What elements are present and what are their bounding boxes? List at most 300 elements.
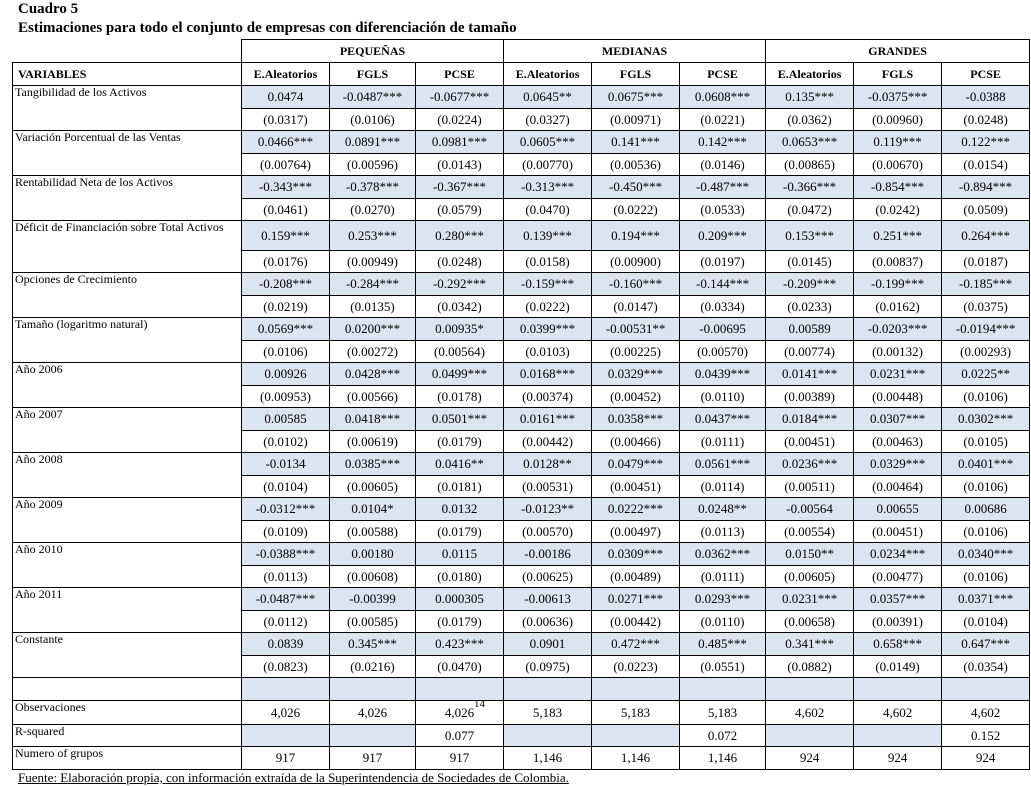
coefficient-cell: 0.0115 xyxy=(416,543,504,566)
std-error-cell: (0.00585) xyxy=(330,611,416,633)
spacer-cell xyxy=(854,678,942,701)
variable-label: Tangibilidad de los Activos xyxy=(13,86,242,131)
stat-label: R-squared xyxy=(13,725,242,747)
std-error-cell: (0.0179) xyxy=(416,611,504,633)
stat-value-cell xyxy=(766,725,854,747)
col-header: PCSE xyxy=(416,63,504,86)
stats-row xyxy=(13,725,1030,747)
stat-value-cell xyxy=(592,725,680,747)
coefficient-cell: 0.0385*** xyxy=(330,453,416,476)
coefficient-cell: -0.367*** xyxy=(416,176,504,199)
coefficient-cell: 0.0231*** xyxy=(854,363,942,386)
std-error-cell: (0.0551) xyxy=(680,656,766,678)
coefficient-cell: 0.0132 xyxy=(416,498,504,521)
col-header: FGLS xyxy=(592,63,680,86)
std-error-cell: (0.00466) xyxy=(592,431,680,453)
col-header: PCSE xyxy=(680,63,766,86)
std-error-cell: (0.0106) xyxy=(242,341,330,363)
coefficient-cell: -0.0487*** xyxy=(330,86,416,109)
coefficient-cell: -0.313*** xyxy=(504,176,592,199)
coefficient-cell: 0.0104* xyxy=(330,498,416,521)
std-error-cell: (0.00452) xyxy=(592,386,680,408)
coefficient-cell: 0.0234*** xyxy=(854,543,942,566)
coefficient-cell: 0.141*** xyxy=(592,131,680,154)
coefficient-cell: 0.00180 xyxy=(330,543,416,566)
std-error-cell: (0.00625) xyxy=(504,566,592,588)
std-error-cell: (0.0823) xyxy=(242,656,330,678)
coefficient-cell: 0.0675*** xyxy=(592,86,680,109)
std-error-cell: (0.00531) xyxy=(504,476,592,498)
col-header: PCSE xyxy=(942,63,1030,86)
stat-value-cell: 5,183 xyxy=(680,701,766,725)
coefficient-cell: -0.00695 xyxy=(680,318,766,341)
coefficient-cell: -0.284*** xyxy=(330,273,416,296)
coefficient-cell: -0.854*** xyxy=(854,176,942,199)
coefficient-cell: 0.0357*** xyxy=(854,588,942,611)
stat-value-cell xyxy=(330,725,416,747)
coefficient-cell: 0.0329*** xyxy=(592,363,680,386)
stat-value-cell: 4,602 xyxy=(854,701,942,725)
col-header: E.Aleatorios xyxy=(242,63,330,86)
std-error-cell: (0.0975) xyxy=(504,656,592,678)
empty-corner xyxy=(13,40,242,63)
stat-value-cell: 917 xyxy=(416,747,504,770)
std-error-cell: (0.0147) xyxy=(592,296,680,318)
std-error-cell: (0.00960) xyxy=(854,109,942,131)
coefficient-cell: 0.0474 xyxy=(242,86,330,109)
coefficient-cell: -0.343*** xyxy=(242,176,330,199)
coefficient-cell: -0.450*** xyxy=(592,176,680,199)
std-error-cell: (0.00619) xyxy=(330,431,416,453)
std-error-cell: (0.00463) xyxy=(854,431,942,453)
coefficient-cell: -0.487*** xyxy=(680,176,766,199)
std-error-cell: (0.0105) xyxy=(942,431,1030,453)
std-error-cell: (0.0472) xyxy=(766,199,854,221)
std-error-cell: (0.00670) xyxy=(854,154,942,176)
std-error-cell: (0.0179) xyxy=(416,521,504,543)
std-error-cell: (0.0104) xyxy=(242,476,330,498)
stat-value-cell: 924 xyxy=(854,747,942,770)
std-error-cell: (0.00953) xyxy=(242,386,330,408)
variable-label: Déficit de Financiación sobre Total Activos xyxy=(13,221,242,273)
std-error-cell: (0.00225) xyxy=(592,341,680,363)
std-error-cell: (0.0113) xyxy=(242,566,330,588)
std-error-cell: (0.0145) xyxy=(766,251,854,273)
coefficient-cell: 0.0981*** xyxy=(416,131,504,154)
stat-value-cell xyxy=(242,725,330,747)
coefficient-cell: 0.658*** xyxy=(854,633,942,656)
variable-label: Año 2011 xyxy=(13,588,242,633)
coefficient-cell: 0.135*** xyxy=(766,86,854,109)
std-error-cell: (0.0106) xyxy=(942,386,1030,408)
variable-label: Rentabilidad Neta de los Activos xyxy=(13,176,242,221)
std-error-cell: (0.00464) xyxy=(854,476,942,498)
coefficient-cell: 0.0222*** xyxy=(592,498,680,521)
coefficient-cell: 0.0248** xyxy=(680,498,766,521)
table-title: Estimaciones para todo el conjunto de empresas con diferenciación de tamaño xyxy=(18,20,517,36)
std-error-cell: (0.00442) xyxy=(504,431,592,453)
std-error-cell: (0.0222) xyxy=(504,296,592,318)
std-error-cell: (0.0110) xyxy=(680,611,766,633)
std-error-cell: (0.0221) xyxy=(680,109,766,131)
stat-value-cell: 1,146 xyxy=(592,747,680,770)
stat-value-cell: 4,026 xyxy=(330,701,416,725)
coefficient-cell: -0.366*** xyxy=(766,176,854,199)
column-header-row xyxy=(13,63,1030,86)
coefficient-cell: 0.0437*** xyxy=(680,408,766,431)
std-error-cell: (0.0114) xyxy=(680,476,766,498)
stats-row xyxy=(13,747,1030,770)
coefficient-cell: 0.0225** xyxy=(942,363,1030,386)
coefficient-cell: 0.0605*** xyxy=(504,131,592,154)
std-error-cell: (0.0149) xyxy=(854,656,942,678)
variable-label: Constante xyxy=(13,633,242,678)
std-error-cell: (0.00900) xyxy=(592,251,680,273)
table-row xyxy=(13,176,1030,199)
std-error-cell: (0.0102) xyxy=(242,431,330,453)
std-error-cell: (0.00374) xyxy=(504,386,592,408)
coefficient-cell: -0.185*** xyxy=(942,273,1030,296)
coefficient-cell: 0.0645** xyxy=(504,86,592,109)
std-error-cell: (0.0354) xyxy=(942,656,1030,678)
table-row xyxy=(13,221,1030,251)
std-error-cell: (0.00448) xyxy=(854,386,942,408)
std-error-cell: (0.00511) xyxy=(766,476,854,498)
coefficient-cell: -0.0487*** xyxy=(242,588,330,611)
coefficient-cell: 0.00589 xyxy=(766,318,854,341)
std-error-cell: (0.00774) xyxy=(766,341,854,363)
variables-header: VARIABLES xyxy=(13,63,242,86)
stat-value-cell: 1,146 xyxy=(504,747,592,770)
std-error-cell: (0.00570) xyxy=(504,521,592,543)
table-row xyxy=(13,273,1030,296)
col-header: E.Aleatorios xyxy=(766,63,854,86)
std-error-cell: (0.00636) xyxy=(504,611,592,633)
spacer-cell xyxy=(504,678,592,701)
coefficient-cell: -0.00186 xyxy=(504,543,592,566)
stat-value-cell: 917 xyxy=(330,747,416,770)
variable-label: Año 2007 xyxy=(13,408,242,453)
source-note: Fuente: Elaboración propia, con información extraída de la Superintendencia de Sociedades de Colombia. xyxy=(18,770,569,785)
std-error-cell: (0.00566) xyxy=(330,386,416,408)
std-error-cell: (0.00554) xyxy=(766,521,854,543)
coefficient-cell: 0.280*** xyxy=(416,221,504,251)
coefficient-cell: -0.378*** xyxy=(330,176,416,199)
variable-label: Variación Porcentual de las Ventas xyxy=(13,131,242,176)
std-error-cell: (0.00770) xyxy=(504,154,592,176)
stat-value-cell: 0.077 xyxy=(416,725,504,747)
coefficient-cell: -0.0388*** xyxy=(242,543,330,566)
coefficient-cell: 0.0161*** xyxy=(504,408,592,431)
coefficient-cell: 0.0362*** xyxy=(680,543,766,566)
std-error-cell: (0.0222) xyxy=(592,199,680,221)
stat-value-cell: 5,183 xyxy=(504,701,592,725)
stat-value-cell: 4,602 xyxy=(766,701,854,725)
std-error-cell: (0.00949) xyxy=(330,251,416,273)
coefficient-cell: -0.00564 xyxy=(766,498,854,521)
group-header-medianas: MEDIANAS xyxy=(504,40,766,63)
std-error-cell: (0.0106) xyxy=(942,566,1030,588)
coefficient-cell: -0.0203*** xyxy=(854,318,942,341)
stat-label: Observaciones xyxy=(13,701,242,725)
coefficient-cell: 0.00926 xyxy=(242,363,330,386)
std-error-cell: (0.0103) xyxy=(504,341,592,363)
coefficient-cell: 0.0479*** xyxy=(592,453,680,476)
coefficient-cell: -0.160*** xyxy=(592,273,680,296)
std-error-cell: (0.0270) xyxy=(330,199,416,221)
std-error-cell: (0.00477) xyxy=(854,566,942,588)
std-error-cell: (0.0112) xyxy=(242,611,330,633)
std-error-cell: (0.0579) xyxy=(416,199,504,221)
std-error-cell: (0.00837) xyxy=(854,251,942,273)
coefficient-cell: 0.0428*** xyxy=(330,363,416,386)
std-error-cell: (0.0176) xyxy=(242,251,330,273)
coefficient-cell: -0.199*** xyxy=(854,273,942,296)
coefficient-cell: 0.0340*** xyxy=(942,543,1030,566)
spacer-cell xyxy=(942,678,1030,701)
std-error-cell: (0.0242) xyxy=(854,199,942,221)
std-error-cell: (0.0470) xyxy=(504,199,592,221)
coefficient-cell: 0.253*** xyxy=(330,221,416,251)
spacer-cell xyxy=(242,678,330,701)
std-error-cell: (0.00971) xyxy=(592,109,680,131)
stat-value-cell: 4,026 xyxy=(242,701,330,725)
table-row xyxy=(13,408,1030,431)
std-error-cell: (0.0111) xyxy=(680,431,766,453)
std-error-cell: (0.00764) xyxy=(242,154,330,176)
std-error-cell: (0.00132) xyxy=(854,341,942,363)
coefficient-cell: -0.209*** xyxy=(766,273,854,296)
coefficient-cell: 0.142*** xyxy=(680,131,766,154)
coefficient-cell: 0.0184*** xyxy=(766,408,854,431)
coefficient-cell: -0.292*** xyxy=(416,273,504,296)
spacer-cell xyxy=(592,678,680,701)
coefficient-cell: 0.0439*** xyxy=(680,363,766,386)
table-row xyxy=(13,588,1030,611)
coefficient-cell: 0.0309*** xyxy=(592,543,680,566)
stat-value-cell: 924 xyxy=(942,747,1030,770)
std-error-cell: (0.0181) xyxy=(416,476,504,498)
variable-label: Año 2009 xyxy=(13,498,242,543)
coefficient-cell: 0.0499*** xyxy=(416,363,504,386)
std-error-cell: (0.00442) xyxy=(592,611,680,633)
stat-value-cell: 0.072 xyxy=(680,725,766,747)
coefficient-cell: -0.0312*** xyxy=(242,498,330,521)
coefficient-cell: 0.194*** xyxy=(592,221,680,251)
std-error-cell: (0.00389) xyxy=(766,386,854,408)
coefficient-cell: 0.0569*** xyxy=(242,318,330,341)
std-error-cell: (0.0219) xyxy=(242,296,330,318)
stat-value-cell: 1,146 xyxy=(680,747,766,770)
col-header: E.Aleatorios xyxy=(504,63,592,86)
std-error-cell: (0.0362) xyxy=(766,109,854,131)
table-row xyxy=(13,363,1030,386)
coefficient-cell: 0.122*** xyxy=(942,131,1030,154)
table-row xyxy=(13,86,1030,109)
std-error-cell: (0.0106) xyxy=(330,109,416,131)
spacer-cell xyxy=(416,678,504,701)
coefficient-cell: 0.345*** xyxy=(330,633,416,656)
coefficient-cell: 0.485*** xyxy=(680,633,766,656)
std-error-cell: (0.00605) xyxy=(766,566,854,588)
std-error-cell: (0.0248) xyxy=(416,251,504,273)
coefficient-cell: 0.00686 xyxy=(942,498,1030,521)
stat-value-cell: 0.152 xyxy=(942,725,1030,747)
std-error-cell: (0.00451) xyxy=(854,521,942,543)
std-error-cell: (0.00293) xyxy=(942,341,1030,363)
coefficient-cell: 0.0561*** xyxy=(680,453,766,476)
coefficient-cell: 0.159*** xyxy=(242,221,330,251)
coefficient-cell: 0.472*** xyxy=(592,633,680,656)
std-error-cell: (0.00570) xyxy=(680,341,766,363)
coefficient-cell: 0.0329*** xyxy=(854,453,942,476)
std-error-cell: (0.0110) xyxy=(680,386,766,408)
std-error-cell: (0.0375) xyxy=(942,296,1030,318)
coefficient-cell: -0.208*** xyxy=(242,273,330,296)
coefficient-cell: 0.264*** xyxy=(942,221,1030,251)
coefficient-cell: -0.159*** xyxy=(504,273,592,296)
coefficient-cell: -0.144*** xyxy=(680,273,766,296)
std-error-cell: (0.0342) xyxy=(416,296,504,318)
std-error-cell: (0.00391) xyxy=(854,611,942,633)
coefficient-cell: 0.0236*** xyxy=(766,453,854,476)
coefficient-cell: 0.0141*** xyxy=(766,363,854,386)
std-error-cell: (0.0106) xyxy=(942,521,1030,543)
coefficient-cell: 0.209*** xyxy=(680,221,766,251)
std-error-cell: (0.0470) xyxy=(416,656,504,678)
coefficient-cell: 0.0418*** xyxy=(330,408,416,431)
coefficient-cell: -0.894*** xyxy=(942,176,1030,199)
spacer-cell xyxy=(330,678,416,701)
coefficient-cell: 0.423*** xyxy=(416,633,504,656)
stat-value-cell: 924 xyxy=(766,747,854,770)
std-error-cell: (0.0106) xyxy=(942,476,1030,498)
stats-row xyxy=(13,701,1030,725)
coefficient-cell: 0.139*** xyxy=(504,221,592,251)
coefficient-cell: 0.153*** xyxy=(766,221,854,251)
coefficient-cell: 0.0293*** xyxy=(680,588,766,611)
coefficient-cell: 0.119*** xyxy=(854,131,942,154)
coefficient-cell: 0.0653*** xyxy=(766,131,854,154)
std-error-cell: (0.0158) xyxy=(504,251,592,273)
std-error-cell: (0.0533) xyxy=(680,199,766,221)
stat-value-cell xyxy=(854,725,942,747)
std-error-cell: (0.0216) xyxy=(330,656,416,678)
coefficient-cell: -0.0134 xyxy=(242,453,330,476)
variable-label: Año 2006 xyxy=(13,363,242,408)
std-error-cell: (0.0327) xyxy=(504,109,592,131)
coefficient-cell: 0.000305 xyxy=(416,588,504,611)
group-header-pequenas: PEQUEÑAS xyxy=(242,40,504,63)
coefficient-cell: 0.00585 xyxy=(242,408,330,431)
std-error-cell: (0.00588) xyxy=(330,521,416,543)
stat-value-cell: 4,602 xyxy=(942,701,1030,725)
table-row xyxy=(13,633,1030,656)
std-error-cell: (0.0187) xyxy=(942,251,1030,273)
std-error-cell: (0.0334) xyxy=(680,296,766,318)
coefficient-cell: -0.0375*** xyxy=(854,86,942,109)
std-error-cell: (0.0104) xyxy=(942,611,1030,633)
std-error-cell: (0.0248) xyxy=(942,109,1030,131)
coefficient-cell: 0.341*** xyxy=(766,633,854,656)
variable-label: Tamaño (logaritmo natural) xyxy=(13,318,242,363)
coefficient-cell: 0.0891*** xyxy=(330,131,416,154)
std-error-cell: (0.0178) xyxy=(416,386,504,408)
std-error-cell: (0.00497) xyxy=(592,521,680,543)
footnote-marker: 14 xyxy=(474,698,485,710)
std-error-cell: (0.0111) xyxy=(680,566,766,588)
std-error-cell: (0.0509) xyxy=(942,199,1030,221)
std-error-cell: (0.00605) xyxy=(330,476,416,498)
coefficient-cell: 0.0399*** xyxy=(504,318,592,341)
spacer-cell xyxy=(680,678,766,701)
coefficient-cell: 0.0371*** xyxy=(942,588,1030,611)
coefficient-cell: -0.0388 xyxy=(942,86,1030,109)
coefficient-cell: -0.00399 xyxy=(330,588,416,611)
stat-value-cell: 917 xyxy=(242,747,330,770)
std-error-cell: (0.0154) xyxy=(942,154,1030,176)
table-row xyxy=(13,498,1030,521)
std-error-cell: (0.0317) xyxy=(242,109,330,131)
coefficient-cell: -0.0194*** xyxy=(942,318,1030,341)
coefficient-cell: 0.0168*** xyxy=(504,363,592,386)
table-row xyxy=(13,453,1030,476)
std-error-cell: (0.0180) xyxy=(416,566,504,588)
coefficient-cell: 0.0150** xyxy=(766,543,854,566)
std-error-cell: (0.0146) xyxy=(680,154,766,176)
coefficient-cell: 0.0501*** xyxy=(416,408,504,431)
group-header-row xyxy=(13,40,1030,63)
std-error-cell: (0.0224) xyxy=(416,109,504,131)
coefficient-cell: 0.0307*** xyxy=(854,408,942,431)
std-error-cell: (0.0109) xyxy=(242,521,330,543)
coefficient-cell: 0.00935* xyxy=(416,318,504,341)
coefficient-cell: 0.0128** xyxy=(504,453,592,476)
std-error-cell: (0.00272) xyxy=(330,341,416,363)
coefficient-cell: 0.0466*** xyxy=(242,131,330,154)
std-error-cell: (0.0113) xyxy=(680,521,766,543)
std-error-cell: (0.0461) xyxy=(242,199,330,221)
std-error-cell: (0.00596) xyxy=(330,154,416,176)
table-number: Cuadro 5 xyxy=(18,1,79,17)
std-error-cell: (0.0179) xyxy=(416,431,504,453)
coefficient-cell: -0.0123** xyxy=(504,498,592,521)
coefficient-cell: 0.0608*** xyxy=(680,86,766,109)
variable-label: Año 2010 xyxy=(13,543,242,588)
std-error-cell: (0.00451) xyxy=(766,431,854,453)
col-header: FGLS xyxy=(854,63,942,86)
std-error-cell: (0.00489) xyxy=(592,566,680,588)
coefficient-cell: 0.0358*** xyxy=(592,408,680,431)
coefficient-cell: 0.00655 xyxy=(854,498,942,521)
coefficient-cell: 0.0271*** xyxy=(592,588,680,611)
std-error-cell: (0.00536) xyxy=(592,154,680,176)
stat-value-cell xyxy=(504,725,592,747)
stat-value-cell: 5,183 xyxy=(592,701,680,725)
group-header-grandes: GRANDES xyxy=(766,40,1030,63)
std-error-cell: (0.00564) xyxy=(416,341,504,363)
std-error-cell: (0.0135) xyxy=(330,296,416,318)
stat-label: Numero of grupos xyxy=(13,747,242,770)
coefficient-cell: 0.0416** xyxy=(416,453,504,476)
spacer-cell xyxy=(766,678,854,701)
std-error-cell: (0.0223) xyxy=(592,656,680,678)
variable-label: Opciones de Crecimiento xyxy=(13,273,242,318)
spacer-label xyxy=(13,678,242,701)
coefficient-cell: 0.0302*** xyxy=(942,408,1030,431)
estimates-table xyxy=(12,39,1030,770)
coefficient-cell: 0.647*** xyxy=(942,633,1030,656)
